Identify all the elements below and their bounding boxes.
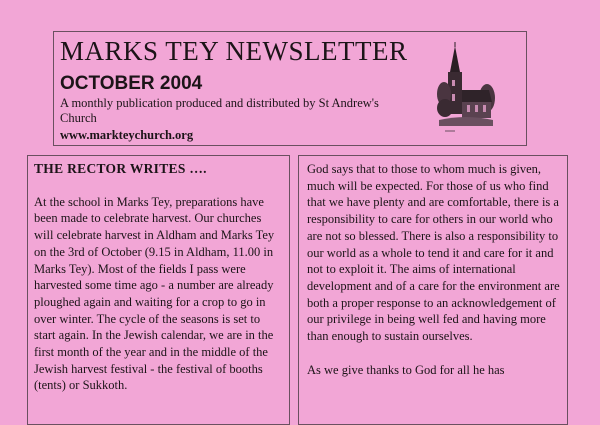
rector-column xyxy=(27,155,290,425)
tagline: A monthly publication produced and distributed by St Andrew's Church xyxy=(60,96,379,125)
continuation-column xyxy=(298,155,568,425)
rector-paragraph: At the school in Marks Tey, preparations have been made to celebrate harvest. Our churches will celebrate harvest in Aldham and Marks Tey on the 3rd of October (9.15 in Aldham, 11.00 in Marks Tey). Most of the fields I pass were harvested some time ago - a number are already ploughed again and waiting for a crop to go in over winter. The cycle of the seasons is set to start again. In the Jewish calendar, we are in the first month of the year and in the middle of the Jewish harvest festival - the festival of booths (tents) or Sukkoth. xyxy=(34,194,275,393)
continuation-paragraph-1: God says that to those to whom much is given, much will be expected. For those of us who find that we have plenty and are comfortable, there is a responsibility to care for others in our world who are not so blessed. There is also a responsibility to our world as a whole to tend it and care for it and not to exploit it. The aims of international development and of a care for the environment are both a proper response to an acknowledgement of our privilege in being well fed and having more than enough to sustain ourselves. xyxy=(307,162,560,344)
continuation-paragraph-2: As we give thanks to God for all he has xyxy=(307,362,505,377)
website-link[interactable]: www.markteychurch.org xyxy=(60,128,194,142)
issue-date: OCTOBER 2004 xyxy=(60,73,203,94)
newsletter-title: MARKS TEY NEWSLETTER xyxy=(60,36,408,66)
masthead xyxy=(53,31,527,146)
church-illustration-icon xyxy=(437,42,495,138)
rector-heading: THE RECTOR WRITES …. xyxy=(34,161,207,176)
